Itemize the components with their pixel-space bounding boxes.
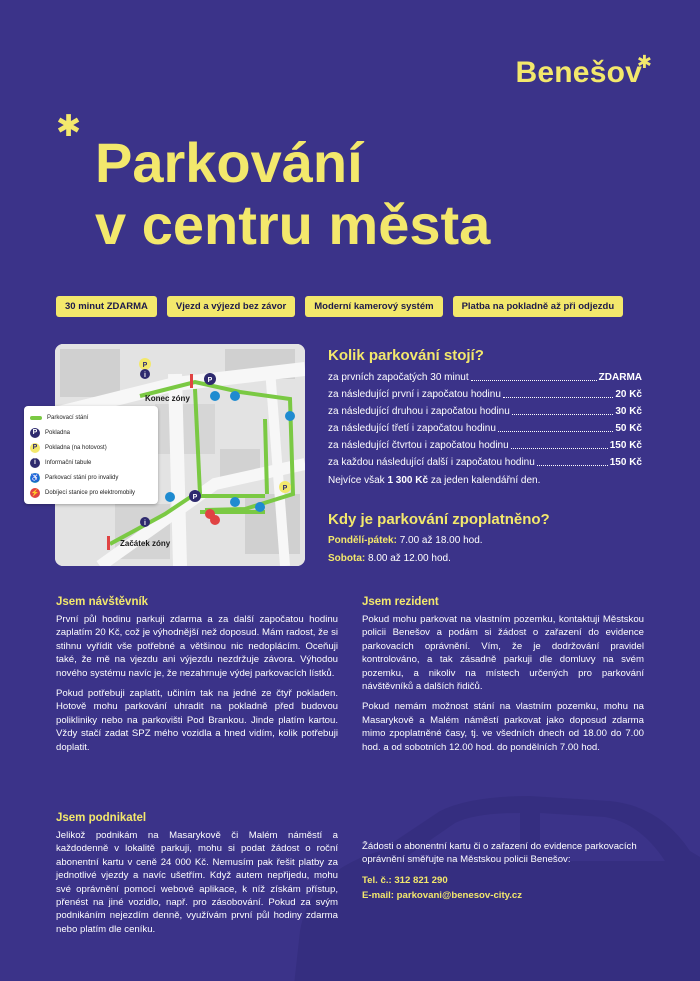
disabled-parking-icon: ♿ — [30, 474, 40, 482]
contact-section — [362, 840, 644, 910]
svg-text:P: P — [282, 485, 288, 492]
map-legend — [24, 406, 158, 504]
cash-desk-icon: P — [30, 428, 40, 438]
legend-item-info-board: i Informační tabule — [30, 455, 152, 470]
resident-heading: Jsem rezident — [362, 596, 439, 608]
hero-star-icon: ✱ — [56, 110, 82, 143]
map-label-zone-end: Konec zóny — [145, 394, 190, 403]
legend-item-cash-desk-cash: P Pokladna (na hotovost) — [30, 440, 152, 455]
feature-free-30min: 30 minut ZDARMA — [56, 296, 157, 317]
svg-text:i: i — [144, 372, 146, 379]
visitor-paragraph: První půl hodinu parkuji zdarma a za další započatou hodinu zaplatím 20 Kč, což je výhodnější než doposud. Mám radost, že si stihnu vyřídit vše potřebné a většinou nic nedoplácím. Oceňuji také, že mě na vjezdu ani výjezdu nezdržuje závora. Výhodou nového systému navíc je, že nezahrnuje výdej parkovacích lístků. — [56, 614, 338, 679]
svg-text:P: P — [142, 362, 148, 369]
svg-text:i: i — [144, 520, 146, 527]
resident-paragraph: Pokud nemám možnost stání na vlastním pozemku, mohu na Masarykově a Malém náměstí parkovat jako doposud zdarma mimo zpoplatněné časy, tj. ve všedních dnech od 18.00 do 7.00 hod. a od sobotních 12.00 hod. do pondělních 7.00 hod. — [362, 701, 644, 753]
feature-no-barriers: Vjezd a výjezd bez závor — [167, 296, 295, 317]
price-row: za následující první i započatou hodinu 20 Kč — [328, 386, 642, 403]
price-row: za každou následující další i započatou hodinu 150 Kč — [328, 454, 642, 471]
price-row: za následující druhou i započatou hodinu 30 Kč — [328, 403, 642, 420]
schedule-heading: Kdy je parkování zpoplatněno? — [328, 511, 550, 528]
svg-text:P: P — [207, 377, 213, 384]
svg-text:P: P — [192, 494, 198, 501]
page-title — [95, 132, 490, 256]
visitor-paragraph: Pokud potřebuji zaplatit, učiním tak na jedné ze čtyř pokladen. Hotově mohu parkování uhradit na pokladně před budovou polikliniky nebo na parkovišti Pod Brankou. Jinde platím kartou. Vždy stačí zadat SPZ mého vozidla a hned vidím, kolik potřebuji doplatit. — [56, 688, 338, 753]
parking-line-icon — [30, 413, 42, 423]
logo-star-icon: ✱ — [636, 52, 652, 72]
contact-email[interactable]: E-mail: parkovani@benesov-city.cz — [362, 890, 523, 902]
feature-pills — [56, 296, 623, 317]
feature-camera-system: Moderní kamerový systém — [305, 296, 442, 317]
brand-logo: Benešov — [515, 56, 642, 89]
schedule-saturday: Sobota: 8.00 až 12.00 hod. — [328, 553, 451, 564]
contact-phone: Tel. č.: 312 821 290 — [362, 874, 448, 886]
page-title-line2: v centru města — [95, 193, 491, 256]
schedule-weekday: Pondělí-pátek: 7.00 až 18.00 hod. — [328, 535, 483, 546]
business-paragraph: Jelikož podnikám na Masarykově či Malém náměstí a každodenně v lokalitě parkuji, mohu si podat žádost o roční abonentní kartu v ceně 24 000 Kč. Nemusím pak řešit platby za jednotlivé vjezdy a navíc ušetřím. Když autem nepřijedu, mohu své oprávnění pomocí webové aplikace, k níž získám přístup, přenést na jiné vozidlo, např. pro zásobování. Pokud za svým podnikáním nejezdím denně, využívám první půl hodiny zdarma nebo platím dle ceníku. — [56, 830, 338, 935]
business-heading: Jsem podnikatel — [56, 812, 147, 824]
legend-item-ev-charging: ⚡ Dobíjecí stanice pro elektromobily — [30, 489, 136, 497]
legend-item-parking: Parkovací stání — [30, 410, 152, 425]
visitor-section — [56, 596, 338, 761]
cash-desk-cash-icon: P — [30, 443, 40, 453]
contact-text: Žádosti o abonentní kartu či o zařazení do evidence parkovacích oprávnění směřujte na Městskou policii Benešov: — [362, 841, 637, 866]
legend-item-disabled-parking: ♿ Parkovací stání pro invalidy — [30, 474, 119, 482]
info-board-icon: i — [30, 458, 40, 468]
price-row: za následující čtvrtou i započatou hodinu 150 Kč — [328, 437, 642, 454]
schedule-section — [328, 511, 642, 568]
pricing-heading: Kolik parkování stojí? — [328, 347, 484, 364]
ev-charging-icon: ⚡ — [30, 489, 40, 497]
page-title-line1: Parkování — [95, 131, 363, 194]
resident-section — [362, 596, 644, 761]
map-label-zone-start: Začátek zóny — [120, 539, 171, 548]
price-row: za následující třetí i započatou hodinu 50 Kč — [328, 420, 642, 437]
business-section — [56, 812, 338, 943]
feature-pay-on-exit: Platba na pokladně až při odjezdu — [453, 296, 624, 317]
pricing-daily-max: Nejvíce však 1 300 Kč za jeden kalendářní den. — [328, 475, 541, 486]
pricing-section — [328, 347, 642, 486]
legend-item-cash-desk: P Pokladna — [30, 425, 152, 440]
visitor-heading: Jsem návštěvník — [56, 596, 149, 608]
resident-paragraph: Pokud mohu parkovat na vlastním pozemku, kontaktuji Městskou policii Benešov a podám si žádost o zařazení do evidence parkovacích oprávnění. Vím, že je dodržování pravidel kontrolováno, a tak zásadně parkuji dle domluvy na svém pozemku, a nikoliv na místech určených pro parkování návštěvníků a dalších řidičů. — [362, 614, 644, 693]
price-row: za prvních započatých 30 minut ZDARMA — [328, 369, 642, 386]
